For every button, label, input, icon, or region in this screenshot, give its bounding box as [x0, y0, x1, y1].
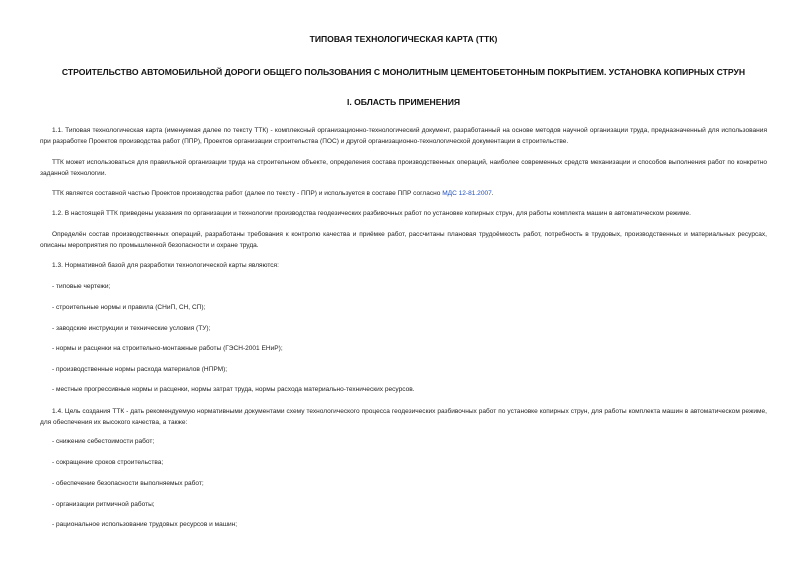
paragraph-1-4: 1.4. Цель создания ТТК - дать рекомендуемую нормативными документами схему технологического процесса геодезических разбивочных работ по установке копирных струн, для работы комплекта машин в автоматическом режиме, для обеспечения их высокого качества, а также: — [40, 408, 767, 426]
list-item: - обеспечение безопасности выполняемых работ; — [52, 480, 204, 487]
list-item: - снижение себестоимости работ; — [52, 438, 155, 445]
paragraph-1-3: 1.3. Нормативной базой для разработки технологической карты являются: — [52, 262, 279, 269]
list-item: - организации ритмичной работы; — [52, 501, 155, 508]
list-item: - рациональное использование трудовых ресурсов и машин; — [52, 521, 238, 528]
section-heading: I. ОБЛАСТЬ ПРИМЕНЕНИЯ — [346, 97, 461, 107]
paragraph-ttk-ppr — [40, 189, 767, 200]
paragraph-ttk-ppr-end: . — [491, 190, 494, 197]
list-item: - нормы и расценки на строительно-монтажные работы (ГЭСН-2001 ЕНиР); — [52, 345, 283, 352]
list-item: - строительные нормы и правила (СНиП, СН, СП); — [52, 304, 206, 311]
paragraph-1-1: 1.1. Типовая технологическая карта (именуемая далее по тексту ТТК) - комплексный организационно-технологический документ, разработанный на основе методов научной организации труда, предназначенный для использования при разработке Проектов производства работ (ППР), Проектов организации строительства (ПОС) и другой организационно-технологической документации в строительстве. — [40, 127, 767, 145]
paragraph-1-2: 1.2. В настоящей ТТК приведены указания по организации и технологии производства геодезических разбивочных работ по установке копирных струн, для работы комплекта машин в автоматическом режиме. — [52, 210, 691, 217]
paragraph-operations: Определён состав производственных операций, разработаны требования к контролю качества и приёмке работ, рассчитаны плановая трудоёмкость работ, потребность в трудовых, производственных и материальных ресурсах, описаны мероприятия по промышленной безопасности и охране труда. — [40, 231, 767, 249]
list-item: - местные прогрессивные нормы и расценки, нормы затрат труда, нормы расхода материально-технических ресурсов. — [52, 386, 415, 393]
list-item: - производственные нормы расхода материалов (НПРМ); — [52, 366, 228, 373]
paragraph-ttk-ppr-text: ТТК является составной частью Проектов производства работ (далее по тексту - ППР) и используется в составе ППР согласно — [52, 190, 443, 197]
list-item: - сокращение сроков строительства; — [52, 459, 164, 466]
list-item: - типовые чертежи; — [52, 283, 111, 290]
mds-link[interactable]: МДС 12-81.2007 — [442, 190, 492, 197]
document-title: ТИПОВАЯ ТЕХНОЛОГИЧЕСКАЯ КАРТА (ТТК) — [309, 34, 498, 44]
paragraph-ttk-usage: ТТК может использоваться для правильной организации труда на строительном объекте, определения состава производственных операций, наиболее современных средств механизации и способов выполнения работ по конкретно заданной технологии. — [40, 159, 767, 177]
list-item: - заводские инструкции и технические условия (ТУ); — [52, 325, 211, 332]
document-subtitle: СТРОИТЕЛЬСТВО АВТОМОБИЛЬНОЙ ДОРОГИ ОБЩЕГО ПОЛЬЗОВАНИЯ С МОНОЛИТНЫМ ЦЕМЕНТОБЕТОННЫМ ПОКРЫТИЕМ. УСТАНОВКА КОПИРНЫХ СТРУН — [61, 67, 746, 77]
